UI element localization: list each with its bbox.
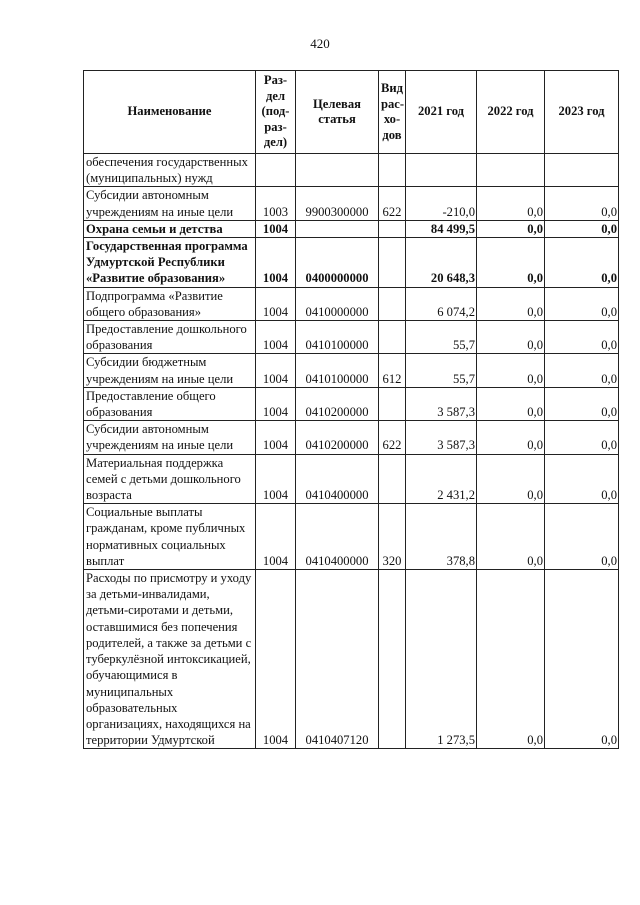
row-2022: 0,0 [477,570,545,749]
row-2023: 0,0 [545,421,619,454]
row-2021: 6 074,2 [406,287,477,320]
row-2021 [406,154,477,187]
row-2023: 0,0 [545,570,619,749]
row-name: Подпрограмма «Развитие общего образования» [84,287,256,320]
row-2022: 0,0 [477,238,545,288]
header-target: Целевая статья [296,71,379,154]
row-section: 1004 [256,220,296,237]
table-row [84,570,619,749]
row-2023 [545,154,619,187]
row-target: 0410200000 [296,387,379,420]
row-kind [379,454,406,504]
table-row [84,238,619,288]
row-kind [379,220,406,237]
row-section: 1004 [256,238,296,288]
row-target: 0410400000 [296,454,379,504]
header-2021: 2021 год [406,71,477,154]
table-row [84,321,619,354]
row-name: Субсидии бюджетным учреждениям на иные цели [84,354,256,387]
row-2022: 0,0 [477,454,545,504]
table-row [84,154,619,187]
row-2022: 0,0 [477,287,545,320]
row-2023: 0,0 [545,354,619,387]
row-kind: 622 [379,421,406,454]
row-2021: 55,7 [406,354,477,387]
row-2023: 0,0 [545,220,619,237]
row-2021: 3 587,3 [406,421,477,454]
row-2022 [477,154,545,187]
row-section: 1004 [256,321,296,354]
row-target: 0400000000 [296,238,379,288]
table-row [84,504,619,570]
row-kind: 320 [379,504,406,570]
header-2022: 2022 год [477,71,545,154]
row-target: 9900300000 [296,187,379,220]
row-target: 0410100000 [296,321,379,354]
row-2023: 0,0 [545,504,619,570]
row-2023: 0,0 [545,187,619,220]
row-target: 0410000000 [296,287,379,320]
row-section: 1004 [256,454,296,504]
row-kind [379,287,406,320]
row-2021: 20 648,3 [406,238,477,288]
row-kind [379,238,406,288]
row-kind [379,321,406,354]
row-name: Материальная поддержка семей с детьми дошкольного возраста [84,454,256,504]
row-kind [379,387,406,420]
row-name: Предоставление дошкольного образования [84,321,256,354]
row-name: Социальные выплаты гражданам, кроме публичных нормативных социальных выплат [84,504,256,570]
row-kind: 622 [379,187,406,220]
row-2022: 0,0 [477,220,545,237]
row-2023: 0,0 [545,387,619,420]
row-kind: 612 [379,354,406,387]
budget-table [83,70,619,749]
row-2022: 0,0 [477,354,545,387]
header-kind: Вид рас- хо- дов [379,71,406,154]
row-name: Предоставление общего образования [84,387,256,420]
row-2021: 3 587,3 [406,387,477,420]
row-2023: 0,0 [545,238,619,288]
row-name: Охрана семьи и детства [84,220,256,237]
table-row [84,354,619,387]
row-2021: 378,8 [406,504,477,570]
row-section: 1004 [256,504,296,570]
row-name: Субсидии автономным учреждениям на иные цели [84,421,256,454]
row-2021: 55,7 [406,321,477,354]
row-2023: 0,0 [545,321,619,354]
row-2021: 2 431,2 [406,454,477,504]
row-section: 1004 [256,570,296,749]
row-kind [379,570,406,749]
table-row [84,454,619,504]
table-row [84,287,619,320]
row-section: 1004 [256,421,296,454]
table-row [84,387,619,420]
page-number: 420 [310,36,330,51]
row-2022: 0,0 [477,321,545,354]
row-target: 0410100000 [296,354,379,387]
row-2023: 0,0 [545,454,619,504]
row-section: 1004 [256,287,296,320]
row-2022: 0,0 [477,187,545,220]
row-section: 1004 [256,387,296,420]
table-row [84,220,619,237]
row-2023: 0,0 [545,287,619,320]
row-2022: 0,0 [477,421,545,454]
row-section: 1003 [256,187,296,220]
row-kind [379,154,406,187]
row-name: Государственная программа Удмуртской Республики «Развитие образования» [84,238,256,288]
header-section: Раз- дел (под- раз- дел) [256,71,296,154]
row-2022: 0,0 [477,387,545,420]
row-name: Субсидии автономным учреждениям на иные цели [84,187,256,220]
row-target: 0410200000 [296,421,379,454]
row-section: 1004 [256,354,296,387]
row-target: 0410400000 [296,504,379,570]
row-2021: -210,0 [406,187,477,220]
row-target [296,220,379,237]
row-2022: 0,0 [477,504,545,570]
row-2021: 84 499,5 [406,220,477,237]
row-name: Расходы по присмотру и уходу за детьми-инвалидами, детьми-сиротами и детьми, оставшимися без попечения родителей, а также за детьми с туберкулёзной интоксикацией, обучающимися в муниципальных образовательных организациях, находящихся на территории Удмуртской [84,570,256,749]
row-section [256,154,296,187]
row-name: обеспечения государственных (муниципальных) нужд [84,154,256,187]
header-row [84,71,619,154]
table-row [84,187,619,220]
header-name: Наименование [84,71,256,154]
header-2023: 2023 год [545,71,619,154]
table-row [84,421,619,454]
row-target: 0410407120 [296,570,379,749]
row-2021: 1 273,5 [406,570,477,749]
row-target [296,154,379,187]
